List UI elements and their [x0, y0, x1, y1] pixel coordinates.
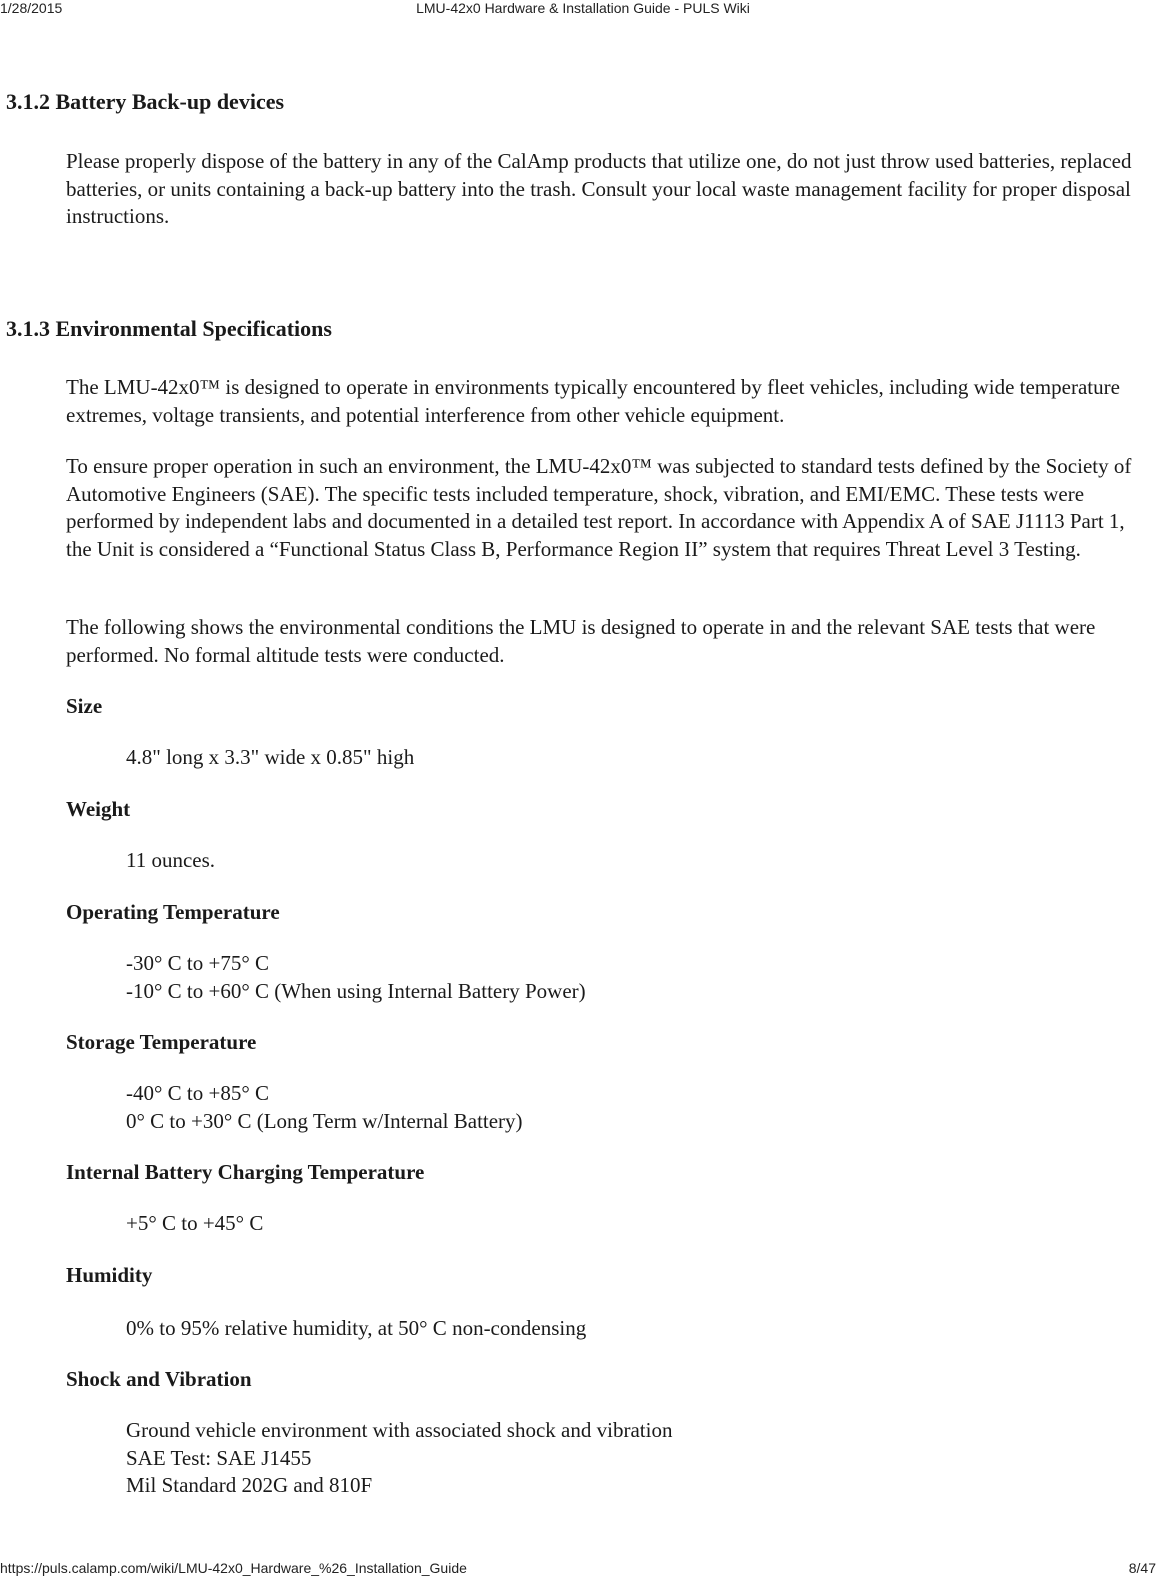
- spec-value-weight: [126, 847, 215, 875]
- spec-term-storage-temperature: Storage Temperature: [66, 1030, 257, 1054]
- spec-line: 0° C to +30° C (Long Term w/Internal Battery): [126, 1108, 523, 1133]
- spec-line: Ground vehicle environment with associated shock and vibration: [126, 1418, 673, 1442]
- spec-line: -30° C to +75° C: [126, 951, 269, 975]
- spec-value-battery-charging-temperature: [126, 1210, 263, 1238]
- section-heading-battery-backup: 3.1.2 Battery Back-up devices: [6, 89, 285, 114]
- spec-value-shock-vibration: [126, 1417, 672, 1500]
- spec-line: 4.8" long x 3.3" wide x 0.85" high: [126, 745, 415, 769]
- spec-line: +5° C to +45° C: [126, 1211, 264, 1235]
- spec-value-humidity: [126, 1315, 586, 1343]
- section-heading-environmental-specs: 3.1.3 Environmental Specifications: [6, 316, 332, 341]
- spec-term-battery-charging-temperature: Internal Battery Charging Temperature: [66, 1160, 425, 1184]
- spec-line: Mil Standard 202G and 810F: [126, 1473, 373, 1497]
- spec-term-shock-vibration: Shock and Vibration: [66, 1367, 252, 1391]
- spec-term-operating-temperature: Operating Temperature: [66, 900, 280, 924]
- print-page-title: LMU-42x0 Hardware & Installation Guide - PULS Wiki: [416, 0, 750, 16]
- print-date: 1/28/2015: [0, 0, 63, 16]
- spec-term-humidity: Humidity: [66, 1263, 153, 1287]
- spec-term-weight: Weight: [66, 797, 131, 821]
- print-footer: [0, 1560, 1166, 1580]
- spec-line: -40° C to +85° C: [126, 1081, 269, 1105]
- print-url: https://puls.calamp.com/wiki/LMU-42x0_Hardware_%26_Installation_Guide: [0, 1560, 467, 1576]
- print-page-number: 8/47: [1128, 1560, 1156, 1576]
- spec-value-operating-temperature: [126, 950, 586, 1005]
- conditions-intro-paragraph: The following shows the environmental conditions the LMU is designed to operate in and the relevant SAE tests that were performed. No formal altitude tests were conducted.: [66, 615, 1096, 667]
- print-header: [0, 0, 1166, 20]
- spec-line: 11 ounces.: [126, 848, 216, 872]
- spec-term-size: Size: [66, 694, 103, 718]
- sae-testing-paragraph: To ensure proper operation in such an environment, the LMU-42x0™ was subjected to standard tests defined by the Society of Automotive Engineers (SAE). The specific tests included temperature, shock, vibration, and EMI/EMC. These tests were performed by independent labs and documented in a detailed test report. In accordance with Appendix A of SAE J1113 Part 1, the Unit is considered a “Functional Status Class B, Performance Region II” system that requires Threat Level 3 Testing.: [66, 454, 1132, 561]
- battery-disposal-paragraph: Please properly dispose of the battery in any of the CalAmp products that utilize one, do not just throw used batteries, replaced batteries, or units containing a back-up battery into the trash. Consult your local waste management facility for proper disposal instructions.: [66, 149, 1132, 228]
- spec-value-size: [126, 744, 414, 772]
- spec-value-storage-temperature: [126, 1080, 523, 1135]
- environment-intro-paragraph: The LMU-42x0™ is designed to operate in environments typically encountered by fleet vehicles, including wide temperature extremes, voltage transients, and potential interference from other vehicle equipment.: [66, 375, 1120, 427]
- spec-line: 0% to 95% relative humidity, at 50° C non-condensing: [126, 1316, 587, 1340]
- spec-line: -10° C to +60° C (When using Internal Battery Power): [126, 978, 586, 1003]
- spec-line: SAE Test: SAE J1455: [126, 1445, 312, 1470]
